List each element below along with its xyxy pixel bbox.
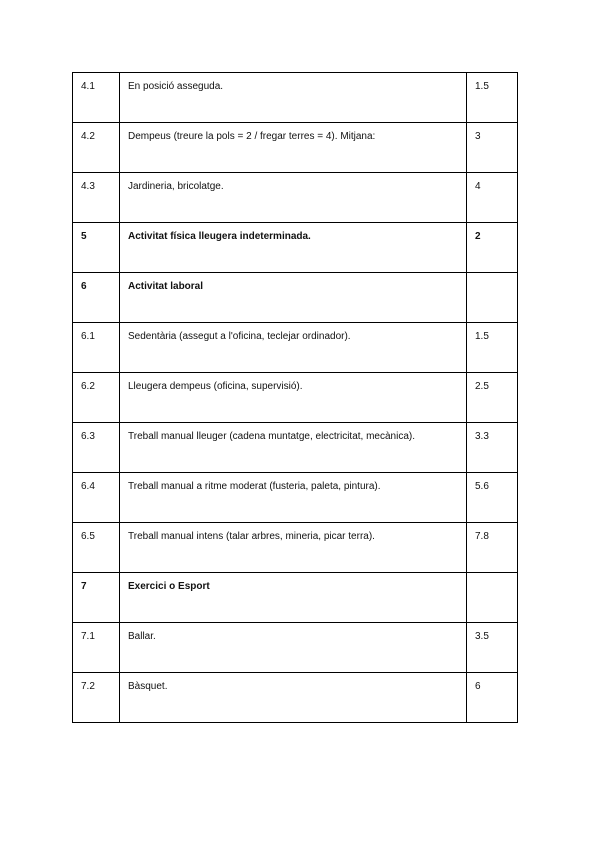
row-value-cell: 2	[467, 223, 518, 273]
table-row	[73, 573, 518, 623]
row-code-cell: 7	[73, 573, 120, 623]
row-code-cell: 6.2	[73, 373, 120, 423]
row-description-cell: Bàsquet.	[120, 673, 467, 723]
row-value-cell: 1.5	[467, 73, 518, 123]
row-value-cell: 6	[467, 673, 518, 723]
table-row	[73, 123, 518, 173]
row-value-cell: 4	[467, 173, 518, 223]
row-code-cell: 6.1	[73, 323, 120, 373]
table-row	[73, 223, 518, 273]
row-description-cell: Ballar.	[120, 623, 467, 673]
row-value-cell: 1.5	[467, 323, 518, 373]
row-value-cell: 3	[467, 123, 518, 173]
row-value-cell: 2.5	[467, 373, 518, 423]
row-value-cell: 5.6	[467, 473, 518, 523]
row-code-cell: 7.2	[73, 673, 120, 723]
row-description-cell: Treball manual lleuger (cadena muntatge, electricitat, mecànica).	[120, 423, 467, 473]
row-description-cell: Activitat física lleugera indeterminada.	[120, 223, 467, 273]
table-row	[73, 673, 518, 723]
row-code-cell: 4.2	[73, 123, 120, 173]
row-description-cell: Lleugera dempeus (oficina, supervisió).	[120, 373, 467, 423]
row-code-cell: 6.5	[73, 523, 120, 573]
row-code-cell: 5	[73, 223, 120, 273]
row-value-cell	[467, 573, 518, 623]
row-description-cell: Sedentària (assegut a l'oficina, teclejar ordinador).	[120, 323, 467, 373]
row-value-cell: 3.5	[467, 623, 518, 673]
row-code-cell: 6.4	[73, 473, 120, 523]
row-description-cell: Exercici o Esport	[120, 573, 467, 623]
table-row	[73, 273, 518, 323]
row-code-cell: 6.3	[73, 423, 120, 473]
row-description-cell: Dempeus (treure la pols = 2 / fregar terres = 4). Mitjana:	[120, 123, 467, 173]
row-code-cell: 4.1	[73, 73, 120, 123]
table-row	[73, 373, 518, 423]
table-row	[73, 73, 518, 123]
row-description-cell: En posició asseguda.	[120, 73, 467, 123]
row-value-cell	[467, 273, 518, 323]
row-description-cell: Activitat laboral	[120, 273, 467, 323]
table-row	[73, 523, 518, 573]
table-row	[73, 623, 518, 673]
row-description-cell: Treball manual intens (talar arbres, mineria, picar terra).	[120, 523, 467, 573]
table-row	[73, 323, 518, 373]
row-code-cell: 4.3	[73, 173, 120, 223]
row-code-cell: 6	[73, 273, 120, 323]
activity-table	[72, 72, 518, 723]
row-code-cell: 7.1	[73, 623, 120, 673]
activity-table-body	[73, 73, 518, 723]
table-row	[73, 173, 518, 223]
row-description-cell: Jardineria, bricolatge.	[120, 173, 467, 223]
table-row	[73, 473, 518, 523]
row-value-cell: 7.8	[467, 523, 518, 573]
row-description-cell: Treball manual a ritme moderat (fusteria, paleta, pintura).	[120, 473, 467, 523]
row-value-cell: 3.3	[467, 423, 518, 473]
table-row	[73, 423, 518, 473]
